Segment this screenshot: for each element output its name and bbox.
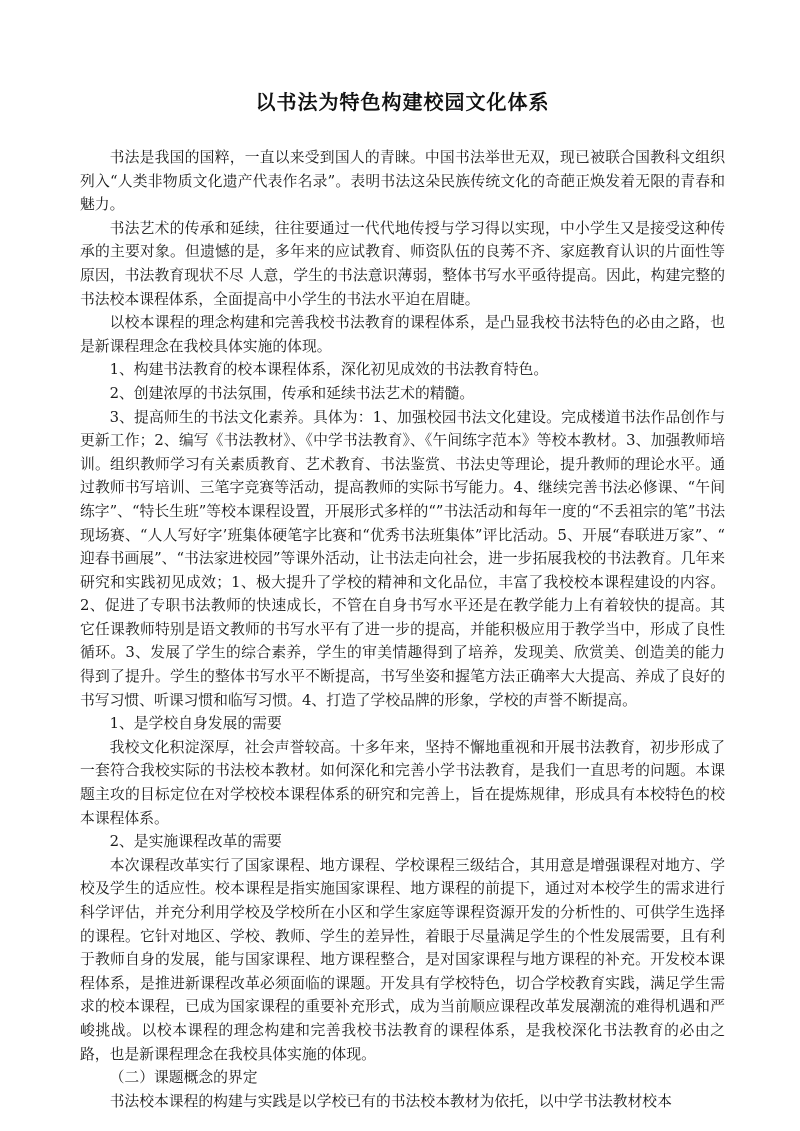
list-item-goal-1: 1、构建书法教育的校本课程体系，深化初见成效的书法教育特色。 — [109, 361, 549, 379]
paragraph-concept-definition: 书法校本课程的构建与实践是以学校已有的书法校本教材为依托，以中学书法教材校本 — [109, 1092, 672, 1110]
list-item-goal-3: 3、提高师生的书法文化素养。具体为：1、加强校园书法文化建设。完成楼道书法作品创作与更新工作；2、编写《书法教材》、《中学书法教育》、《午间练字范本》等校本教材。3、加强教师培训。组织教师学习有关素质教育、艺术教育、书法鉴赏、书法史等理论，提升教师的理论水平。通过教师书写培训、三笔字竞赛等活动，提高教师的实际书写能力。4、继续完善书法必修课、“午间练字”、“特长生班”等校本课程设置，开展形式多样的“”书法活动和每年一度的“不丢祖宗的笔”书法现场赛、“人人写好字’班集体硬笔字比赛和“优秀书法班集体”评比活动。5、开展“春联进万家”、“ 迎春书画展”、“书法家进校园”等课外活动，让书法走向社会，进一步拓展我校的书法教育。几年来研究和实践初见成效；1、极大提升了学校的精神和文化品位，丰富了我校校本课程建设的内容。2、促进了专职书法教师的快速成长，不管在自身书写水平还是在教学能力上有着较快的提高。其它任课教师特别是语文教师的书写水平有了进一步的提高，并能积极应用于教学当中，形成了良性循环。3、发展了学生的综合素养，学生的审美情趣得到了培养，发现美、欣赏美、创造美的能力得到了提升。学生的整体书写水平不断提高，书写坐姿和握笔方法正确率大大提高、养成了良好的书写习惯、听课习惯和临写习惯。4、打造了学校品牌的形象，学校的声誉不断提高。 — [80, 408, 725, 709]
paragraph-school-development: 我校文化积淀深厚，社会声誉较高。十多年来，坚持不懈地重视和开展书法教育，初步形成了一套符合我校实际的书法校本教材。如何深化和完善小学书法教育，是我们一直思考的问题。本课题主攻的目标定位在对学校校本课程体系的研究和完善上，旨在提炼规律，形成具有本校特色的校本课程体系。 — [80, 738, 725, 827]
section-heading-curriculum-reform: 2、是实施课程改革的需要 — [109, 833, 282, 851]
document-title: 以书法为特色构建校园文化体系 — [255, 90, 550, 114]
paragraph-curriculum-reform: 本次课程改革实行了国家课程、地方课程、学校课程三级结合，其用意是增强课程对地方、学校及学生的适应性。校本课程是指实施国家课程、地方课程的前提下，通过对本校学生的需求进行科学评估，并充分利用学校及学校所在小区和学生家庭等课程资源开发的分析性的、可供学生选择的课程。它针对地区、学校、教师、学生的差异性，着眼于尽量满足学生的个性发展需要，且有利于教师自身的发展，能与国家课程、地方课程整合，是对国家课程与地方课程的补充。开发校本课程体系，是推进新课程改革必须面临的课题。开发具有学校特色，切合学校教育实践，满足学生需求的校本课程，已成为国家课程的重要补充形式，成为当前顺应课程改革发展潮流的难得机遇和严峻挑战。以校本课程的理念构建和完善我校书法教育的课程体系，是我校深化书法教育的必由之路，也是新课程理念在我校具体实施的体现。 — [80, 856, 725, 1063]
document-page — [80, 80, 725, 1120]
paragraph-curriculum-idea: 以校本课程的理念构建和完善我校书法教育的课程体系，是凸显我校书法特色的必由之路，也是新课程理念在我校具体实施的体现。 — [80, 314, 725, 355]
section-heading-concept-definition: （二）课题概念的界定 — [109, 1069, 258, 1087]
paragraph-intro: 书法是我国的国粹，一直以来受到国人的青睐。中国书法举世无双，现已被联合国教科文组织列入“人类非物质文化遗产代表作名录”。表明书法这朵民族传统文化的奇葩正焕发着无限的青春和魅力。 — [80, 149, 725, 214]
section-heading-school-development: 1、是学校自身发展的需要 — [109, 715, 282, 733]
paragraph-inheritance: 书法艺术的传承和延续，往往要通过一代代地传授与学习得以实现，中小学生又是接受这种传承的主要对象。但遗憾的是，多年来的应试教育、师资队伍的良莠不齐、家庭教育认识的片面性等原因，书法教育现状不尽 人意，学生的书法意识薄弱，整体书写水平亟待提高。因此，构建完整的书法校本课程体系，全面提高中小学生的书法水平迫在眉睫。 — [80, 219, 725, 308]
list-item-goal-2: 2、创建浓厚的书法氛围，传承和延续书法艺术的精髓。 — [109, 384, 475, 402]
